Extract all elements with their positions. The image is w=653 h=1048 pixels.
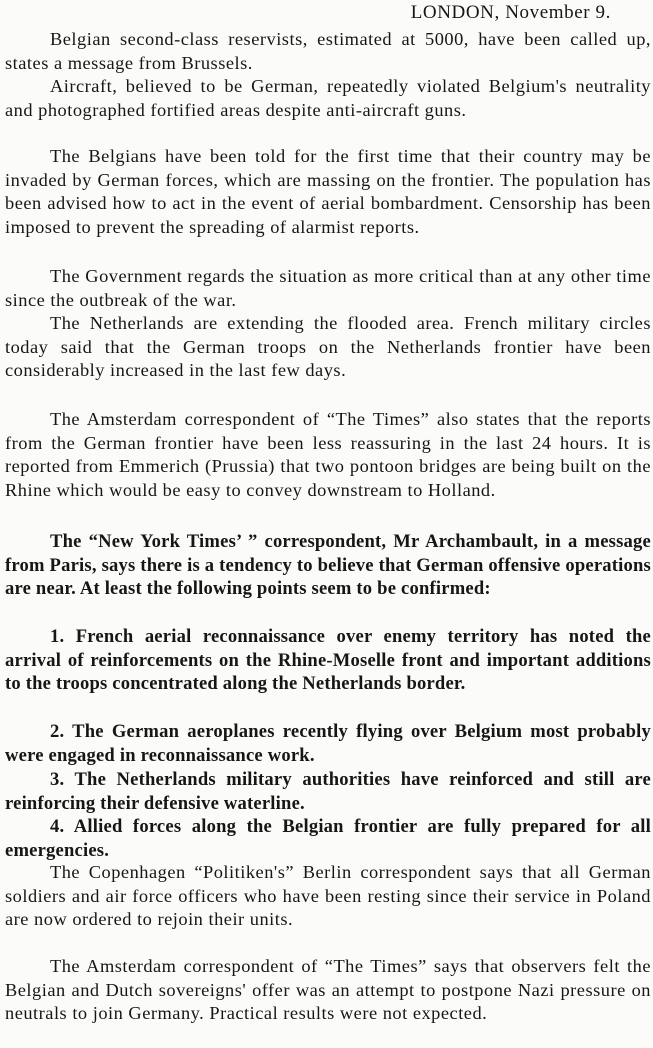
paragraph-invasion-warning: The Belgians have been told for the first time that their country may be invaded by German forces, which are massing on the frontier. The population has been advised how to act in the event of aerial bombardment. Censorship has been imposed to prevent the spreading of alarmist reports. [5, 146, 651, 238]
dateline: LONDON, November 9. [410, 2, 611, 23]
paragraph-new-york-times: The “New York Times’ ” correspondent, Mr Archambault, in a message from Paris, says there is a tendency to believe that German offensive operations are near. At least the following points seem to be confirmed: [5, 531, 651, 600]
paragraph-government: The Government regards the situation as more critical than at any other time since the outbreak of the war. [5, 266, 651, 310]
list-item-point-2: 2. The German aeroplanes recently flying over Belgium most probably were engaged in reconnaissance work. [5, 721, 651, 766]
paragraph-sovereigns-offer: The Amsterdam correspondent of “The Times” says that observers felt the Belgian and Dutch sovereigns' offer was an attempt to postpone Nazi pressure on neutrals to join Germany. Practical results were not expected. [5, 956, 651, 1024]
paragraph-aircraft: Aircraft, believed to be German, repeatedly violated Belgium's neutrality and photographed fortified areas despite anti-aircraft guns. [5, 76, 651, 120]
paragraph-politiken: The Copenhagen “Politiken's” Berlin correspondent says that all German soldiers and air force officers who have been resting since their service in Poland are now ordered to rejoin their units. [5, 862, 651, 930]
list-item-point-3: 3. The Netherlands military authorities have reinforced and still are reinforcing their defensive waterline. [5, 769, 651, 814]
paragraph-netherlands: The Netherlands are extending the flooded area. French military circles today said that the German troops on the Netherlands frontier have been considerably increased in the last few days. [5, 313, 651, 381]
list-item-point-1: 1. French aerial reconnaissance over enemy territory has noted the arrival of reinforcements on the Rhine-Moselle front and important additions to the troops concentrated along the Netherlands border. [5, 626, 651, 695]
paragraph-amsterdam-times: The Amsterdam correspondent of “The Times” also states that the reports from the German frontier have been less reassuring in the last 24 hours. It is reported from Emmerich (Prussia) that two pontoon bridges are being built on the Rhine which would be easy to convey downstream to Holland. [5, 409, 651, 501]
list-item-point-4: 4. Allied forces along the Belgian frontier are fully prepared for all emergencies. [5, 816, 651, 861]
paragraph-reservists: Belgian second-class reservists, estimated at 5000, have been called up, states a message from Brussels. [5, 29, 651, 73]
